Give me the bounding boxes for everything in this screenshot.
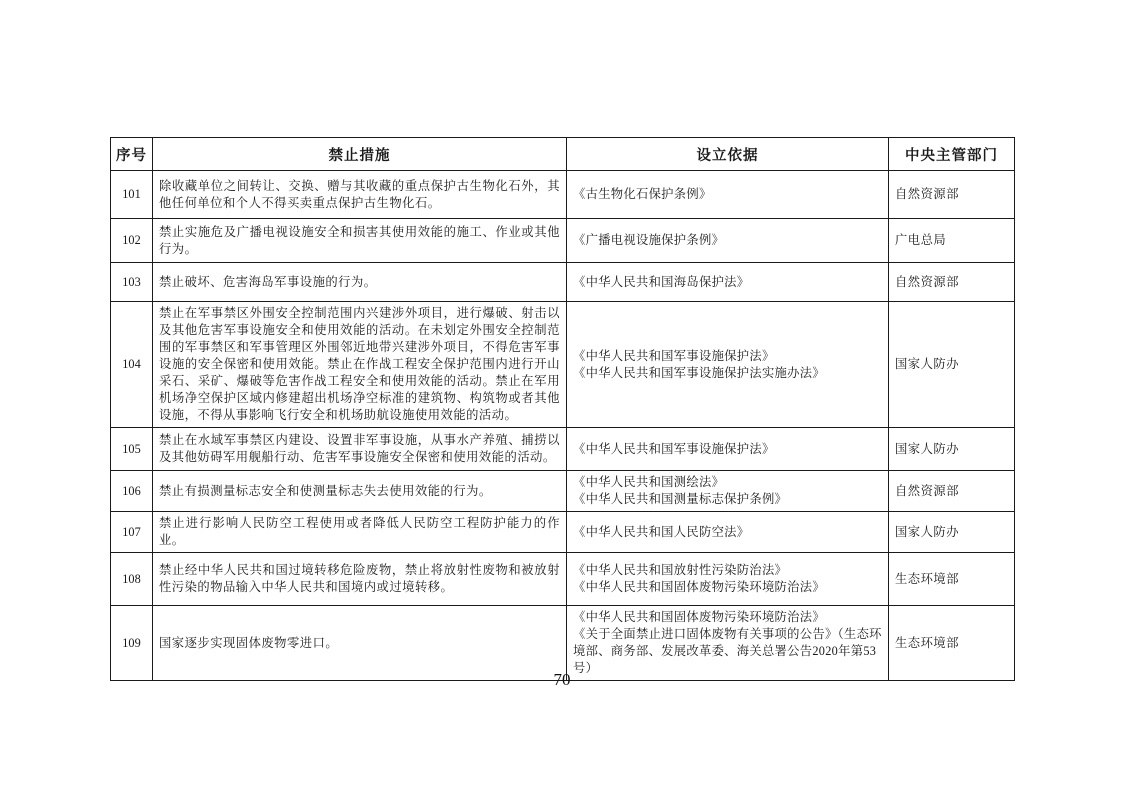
basis-line: 《古生物化石保护条例》	[573, 187, 712, 201]
row-dept: 自然资源部	[889, 471, 1015, 512]
row-basis	[567, 512, 889, 553]
header-dept: 中央主管部门	[889, 138, 1015, 171]
row-dept: 生态环境部	[889, 606, 1015, 681]
basis-line: 《中华人民共和国海岛保护法》	[573, 274, 750, 289]
row-measure: 禁止在军事禁区外围安全控制范围内兴建涉外项目，进行爆破、射击以及其他危害军事设施安全和使用效能的活动。在未划定外围安全控制范围的军事禁区和军事管理区外围邻近地带兴建涉外项目，不得危害军事设施的安全保密和使用效能。禁止在作战工程安全保护范围内进行开山采石、采矿、爆破等危害作战工程安全和使用效能的活动。禁止在军用机场净空保护区域内修建超出机场净空标准的建筑物、构筑物或者其他设施，不得从事影响飞行安全和机场助航设施使用效能的活动。	[153, 302, 567, 428]
table-row	[111, 302, 1015, 428]
table-row	[111, 428, 1015, 471]
row-measure: 禁止进行影响人民防空工程使用或者降低人民防空工程防护能力的作业。	[153, 512, 567, 553]
row-number: 107	[111, 512, 153, 553]
row-number: 103	[111, 263, 153, 302]
row-measure: 国家逐步实现固体废物零进口。	[153, 606, 567, 681]
basis-line: 《中华人民共和国军事设施保护法》	[573, 441, 775, 456]
table-row	[111, 219, 1015, 263]
row-basis	[567, 171, 889, 219]
row-basis	[567, 302, 889, 428]
basis-line: 《中华人民共和国人民防空法》	[573, 524, 750, 539]
table-body	[111, 171, 1015, 681]
row-number: 102	[111, 219, 153, 263]
row-dept: 国家人防办	[889, 302, 1015, 428]
header-measure: 禁止措施	[153, 138, 567, 171]
table-header	[111, 138, 1015, 171]
row-basis	[567, 263, 889, 302]
basis-line: 《中华人民共和国固体废物污染环境防治法》	[573, 610, 825, 624]
row-dept: 自然资源部	[889, 263, 1015, 302]
row-measure: 除收藏单位之间转让、交换、赠与其收藏的重点保护古生物化石外，其他任何单位和个人不得买卖重点保护古生物化石。	[153, 171, 567, 219]
row-dept: 国家人防办	[889, 428, 1015, 471]
row-number: 105	[111, 428, 153, 471]
row-dept: 国家人防办	[889, 512, 1015, 553]
row-basis	[567, 219, 889, 263]
basis-line: 《中华人民共和国军事设施保护法实施办法》	[573, 365, 825, 380]
basis-line: 《中华人民共和国测量标志保护条例》	[573, 492, 788, 506]
row-number: 108	[111, 553, 153, 606]
row-measure: 禁止有损测量标志安全和使测量标志失去使用效能的行为。	[153, 471, 567, 512]
basis-line: 《中华人民共和国军事设施保护法》	[573, 348, 775, 363]
row-number: 109	[111, 606, 153, 681]
basis-line: 《关于全面禁止进口固体废物有关事项的公告》（生态环境部、商务部、发展改革委、海关总署公告2020年第53号）	[573, 627, 882, 675]
row-basis	[567, 471, 889, 512]
basis-line: 《中华人民共和国测绘法》	[573, 475, 725, 489]
row-measure: 禁止实施危及广播电视设施安全和损害其使用效能的施工、作业或其他行为。	[153, 219, 567, 263]
basis-line: 《中华人民共和国放射性污染防治法》	[573, 563, 788, 577]
prohibited-measures-table	[110, 137, 1015, 681]
basis-line: 《广播电视设施保护条例》	[573, 233, 725, 247]
row-measure: 禁止破坏、危害海岛军事设施的行为。	[153, 263, 567, 302]
row-dept: 自然资源部	[889, 171, 1015, 219]
row-number: 104	[111, 302, 153, 428]
table-row	[111, 171, 1015, 219]
basis-line: 《中华人民共和国固体废物污染环境防治法》	[573, 580, 825, 594]
table-row	[111, 553, 1015, 606]
table-row	[111, 512, 1015, 553]
row-dept: 广电总局	[889, 219, 1015, 263]
table-row	[111, 263, 1015, 302]
page-number: 70	[553, 670, 571, 689]
row-basis	[567, 428, 889, 471]
row-number: 106	[111, 471, 153, 512]
row-number: 101	[111, 171, 153, 219]
row-measure: 禁止经中华人民共和国过境转移危险废物，禁止将放射性废物和被放射性污染的物品输入中华人民共和国境内或过境转移。	[153, 553, 567, 606]
row-dept: 生态环境部	[889, 553, 1015, 606]
header-basis: 设立依据	[567, 138, 889, 171]
header-no: 序号	[111, 138, 153, 171]
table-row	[111, 471, 1015, 512]
row-basis	[567, 553, 889, 606]
row-measure: 禁止在水域军事禁区内建设、设置非军事设施，从事水产养殖、捕捞以及其他妨碍军用舰船行动、危害军事设施安全保密和使用效能的活动。	[153, 428, 567, 471]
